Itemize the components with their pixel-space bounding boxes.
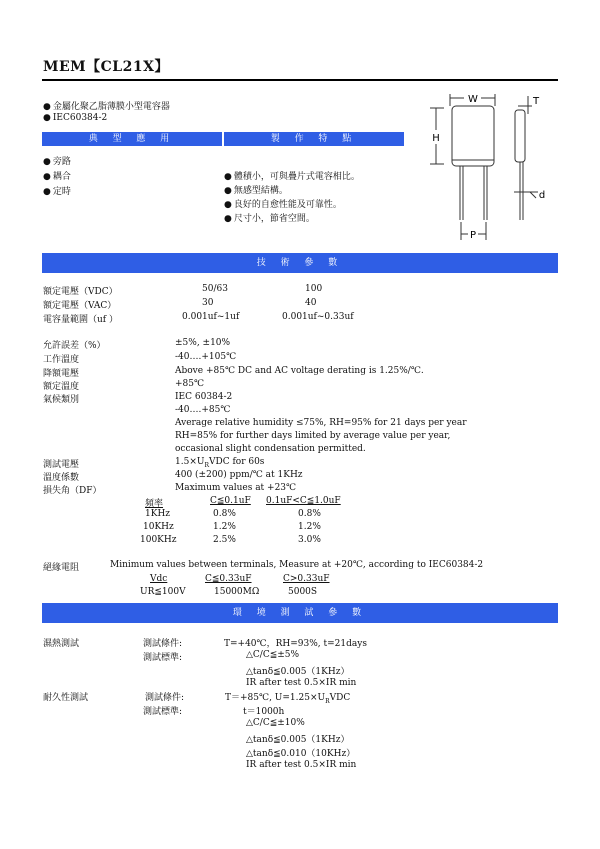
spec-value: ±5%, ±10% — [175, 338, 231, 348]
env-test-bar: 環 境 測 試 參 數 — [42, 603, 558, 623]
spec-label: 工作溫度 — [43, 355, 80, 365]
feature-item: ● 體積小，可與疊片式電容相比。 — [224, 169, 360, 182]
spec-label: 額定溫度 — [43, 382, 80, 392]
df-cell: 0.8% — [213, 509, 236, 519]
damp-cond-label: 測試條件: — [143, 639, 183, 649]
application-item: ● 旁路 — [43, 154, 71, 167]
damp-std-value: IR after test 0.5×IR min — [246, 678, 357, 688]
df-cell: 1.2% — [298, 522, 321, 532]
capacitor-dimension-diagram — [420, 88, 560, 248]
rating-value: 0.001uf~1uf — [182, 312, 240, 322]
rating-value: 40 — [305, 298, 317, 308]
spec-label: 測試電壓 — [43, 460, 80, 470]
endurance-std-value: △tanδ≦0.010（10KHz） — [246, 749, 356, 759]
spec-label: 允許誤差（%） — [43, 341, 106, 351]
spec-label: 降額電壓 — [43, 369, 80, 379]
df-header: C≦0.1uF — [210, 496, 251, 506]
climate-line: RH=85% for further days limited by average value per year, — [175, 431, 451, 441]
applications-bar: 典 型 應 用 — [42, 132, 222, 146]
df-header: 頻率 — [145, 499, 164, 509]
endurance-test-label: 耐久性測試 — [43, 693, 89, 703]
application-item: ● 定時 — [43, 184, 71, 197]
df-header: 0.1uF<C≦1.0uF — [266, 496, 341, 506]
spec-label: 溫度係數 — [43, 473, 80, 483]
rating-value: 30 — [202, 298, 214, 308]
damp-cond-value: T=+40℃，RH=93%, t=21days — [224, 639, 367, 649]
df-cell: 10KHz — [143, 522, 174, 532]
endurance-std-value: △tanδ≦0.005（1KHz） — [246, 735, 350, 745]
insulation-header: C≦0.33uF — [205, 574, 252, 584]
dim-t-label: T — [532, 96, 540, 107]
test-voltage-tail: VDC for 60s — [208, 457, 265, 467]
df-cell: 3.0% — [298, 535, 321, 545]
test-voltage-text: 1.5×U — [175, 457, 205, 467]
test-voltage-value — [175, 457, 264, 469]
spec-value: -40….+105℃ — [175, 352, 237, 362]
endurance-std-value: △C/C≦±10% — [246, 718, 305, 728]
rating-label: 額定電壓（VAC） — [43, 301, 117, 311]
spec-value: Above +85℃ DC and AC voltage derating is 1.25%/℃. — [175, 366, 424, 376]
dim-p-label: P — [469, 230, 477, 241]
climate-line: Average relative humidity ≤75%, RH=95% for 21 days per year — [175, 418, 467, 428]
rating-value: 0.001uf~0.33uf — [282, 312, 354, 322]
page-title: MEM【CL21X】 — [43, 59, 169, 75]
rating-label: 電容量範圍（uf ） — [43, 315, 118, 325]
tech-params-bar: 技 術 參 數 — [42, 253, 558, 273]
endurance-cond-label: 測試條件: — [145, 693, 185, 703]
test-voltage-sub: R — [204, 461, 209, 469]
spec-value: Maximum values at +23℃ — [175, 483, 297, 493]
insulation-label: 絕緣電阻 — [43, 563, 80, 573]
endurance-cond-tail: VDC — [329, 693, 351, 703]
spec-label: 損失角（DF） — [43, 486, 102, 496]
insulation-text: Minimum values between terminals, Measure at +20℃, according to IEC60384-2 — [110, 560, 484, 570]
endurance-std-value: t＝1000h — [243, 707, 285, 717]
df-cell: 0.8% — [298, 509, 321, 519]
spec-value: IEC 60384-2 — [175, 392, 233, 402]
df-cell: 1.2% — [213, 522, 236, 532]
df-cell: 1KHz — [145, 509, 171, 519]
insulation-header: C>0.33uF — [283, 574, 330, 584]
damp-std-value: △tanδ≦0.005（1KHz） — [246, 667, 350, 677]
application-item: ● 耦合 — [43, 169, 71, 182]
feature-item: ● 無感型結構。 — [224, 183, 288, 196]
endurance-std-value: IR after test 0.5×IR min — [246, 760, 357, 770]
endurance-cond-text: T＝+85℃, U=1.25×U — [225, 693, 326, 703]
damp-std-value: △C/C≦±5% — [246, 650, 300, 660]
title-rule — [42, 79, 558, 81]
damp-std-label: 測試標準: — [143, 653, 183, 663]
damp-test-label: 濕熱測試 — [43, 639, 80, 649]
df-cell: 100KHz — [140, 535, 177, 545]
rating-value: 100 — [305, 284, 323, 294]
insulation-header: Vdc — [150, 574, 168, 584]
dim-w-label: W — [468, 94, 478, 105]
spec-value: 400 (±200) ppm/℃ at 1KHz — [175, 470, 303, 480]
df-cell: 2.5% — [213, 535, 236, 545]
feature-item: ● 尺寸小，節省空間。 — [224, 211, 315, 224]
rating-label: 額定電壓（VDC） — [43, 287, 118, 297]
climate-line: occasional slight condensation permitted. — [175, 444, 366, 454]
insulation-cell: 15000MΩ — [214, 587, 260, 597]
intro-item: ● 金屬化聚乙脂薄膜小型電容器 — [43, 99, 170, 112]
feature-item: ● 良好的自愈性能及可靠性。 — [224, 197, 342, 210]
endurance-std-label: 測試標準: — [143, 707, 183, 717]
endurance-cond-sub: R — [325, 697, 330, 705]
dim-h-label: H — [432, 133, 440, 144]
insulation-cell: 5000S — [288, 587, 318, 597]
rating-value: 50/63 — [202, 284, 228, 294]
insulation-cell: UR≦100V — [140, 587, 186, 597]
spec-value: +85℃ — [175, 379, 205, 389]
dim-d-label: d — [538, 190, 546, 201]
intro-item: ● IEC60384-2 — [43, 113, 107, 123]
endurance-cond-value — [225, 690, 350, 705]
spec-label: 氣候類別 — [43, 395, 80, 405]
climate-line: -40….+85℃ — [175, 405, 231, 415]
features-bar: 製 作 特 點 — [224, 132, 404, 146]
